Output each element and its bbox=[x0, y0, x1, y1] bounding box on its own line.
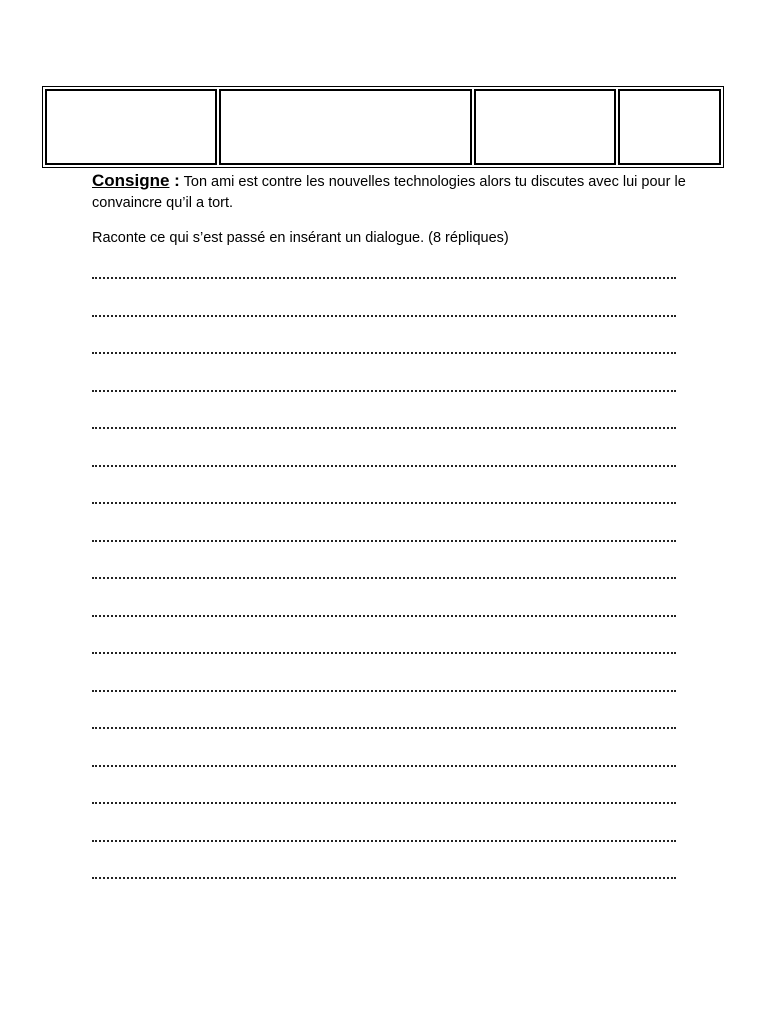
instruction-text: Ton ami est contre les nouvelles technologies alors tu discutes avec lui pour le convaincre qu’il a tort. bbox=[92, 174, 686, 211]
writing-line bbox=[92, 683, 676, 721]
header-cell-1 bbox=[45, 89, 217, 165]
header-cell-4 bbox=[618, 89, 721, 165]
instruction-block bbox=[92, 170, 692, 214]
writing-line bbox=[92, 795, 676, 833]
writing-line bbox=[92, 833, 676, 871]
writing-line bbox=[92, 570, 676, 608]
task-text: Raconte ce qui s’est passé en insérant un dialogue. (8 répliques) bbox=[92, 230, 509, 246]
header-table bbox=[42, 86, 724, 168]
writing-line bbox=[92, 870, 676, 908]
writing-line bbox=[92, 758, 676, 796]
writing-line bbox=[92, 383, 676, 421]
header-cell-2 bbox=[219, 89, 472, 165]
writing-line bbox=[92, 270, 676, 308]
writing-line bbox=[92, 533, 676, 571]
writing-line bbox=[92, 420, 676, 458]
instruction-label: Consigne bbox=[92, 171, 170, 190]
writing-lines bbox=[92, 270, 676, 908]
writing-line bbox=[92, 645, 676, 683]
writing-line bbox=[92, 720, 676, 758]
header-cell-3 bbox=[474, 89, 616, 165]
writing-line bbox=[92, 308, 676, 346]
writing-line bbox=[92, 458, 676, 496]
instruction-colon: : bbox=[169, 171, 180, 190]
writing-line bbox=[92, 345, 676, 383]
writing-line bbox=[92, 608, 676, 646]
writing-line bbox=[92, 495, 676, 533]
